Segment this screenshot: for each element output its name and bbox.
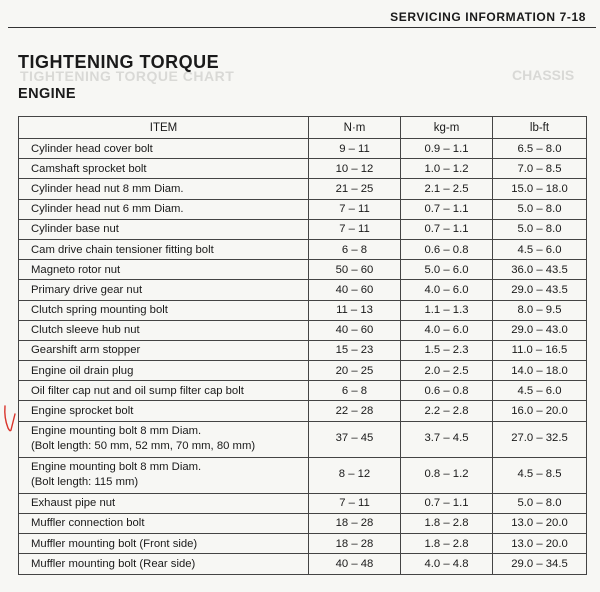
cell-item: Clutch spring mounting bolt	[19, 300, 309, 320]
cell-kgm: 4.0 – 4.8	[401, 554, 493, 575]
cell-kgm: 1.1 – 1.3	[401, 300, 493, 320]
cell-kgm: 5.0 – 6.0	[401, 260, 493, 280]
cell-kgm: 1.8 – 2.8	[401, 534, 493, 554]
cell-lbft: 11.0 – 16.5	[493, 340, 587, 360]
pen-check-mark-icon	[2, 404, 18, 434]
cell-nm: 15 – 23	[309, 340, 401, 360]
cell-nm: 7 – 11	[309, 219, 401, 239]
torque-table	[18, 116, 587, 575]
cell-kgm: 4.0 – 6.0	[401, 320, 493, 340]
header-text: SERVICING INFORMATION 7-18	[390, 10, 586, 24]
cell-nm: 22 – 28	[309, 401, 401, 421]
table-row	[19, 280, 587, 300]
cell-item: Clutch sleeve hub nut	[19, 320, 309, 340]
cell-kgm: 0.7 – 1.1	[401, 493, 493, 513]
col-header-lbft: lb-ft	[493, 117, 587, 139]
cell-nm: 40 – 48	[309, 554, 401, 575]
cell-kgm: 3.7 – 4.5	[401, 421, 493, 457]
cell-nm: 21 – 25	[309, 179, 401, 199]
cell-lbft: 5.0 – 8.0	[493, 199, 587, 219]
cell-item: Muffler connection bolt	[19, 513, 309, 533]
cell-lbft: 4.5 – 8.5	[493, 457, 587, 493]
cell-lbft: 16.0 – 20.0	[493, 401, 587, 421]
table-row	[19, 493, 587, 513]
cell-nm: 40 – 60	[309, 280, 401, 300]
cell-lbft: 13.0 – 20.0	[493, 513, 587, 533]
cell-item: Muffler mounting bolt (Rear side)	[19, 554, 309, 575]
table-row	[19, 554, 587, 575]
table-row	[19, 513, 587, 533]
cell-lbft: 27.0 – 32.5	[493, 421, 587, 457]
cell-item: Engine mounting bolt 8 mm Diam. (Bolt length: 50 mm, 52 mm, 70 mm, 80 mm)	[19, 421, 309, 457]
cell-item: Gearshift arm stopper	[19, 340, 309, 360]
cell-kgm: 1.0 – 1.2	[401, 159, 493, 179]
col-header-nm: N·m	[309, 117, 401, 139]
table-row	[19, 381, 587, 401]
table-row	[19, 179, 587, 199]
cell-lbft: 29.0 – 43.0	[493, 320, 587, 340]
cell-item: Engine sprocket bolt	[19, 401, 309, 421]
cell-nm: 18 – 28	[309, 534, 401, 554]
cell-item: Primary drive gear nut	[19, 280, 309, 300]
cell-nm: 7 – 11	[309, 199, 401, 219]
cell-item: Magneto rotor nut	[19, 260, 309, 280]
cell-nm: 40 – 60	[309, 320, 401, 340]
cell-kgm: 0.9 – 1.1	[401, 139, 493, 159]
table-row	[19, 401, 587, 421]
col-header-item: ITEM	[19, 117, 309, 139]
cell-item: Camshaft sprocket bolt	[19, 159, 309, 179]
cell-kgm: 0.6 – 0.8	[401, 239, 493, 259]
cell-item: Engine mounting bolt 8 mm Diam. (Bolt length: 115 mm)	[19, 457, 309, 493]
cell-lbft: 4.5 – 6.0	[493, 239, 587, 259]
page-title: TIGHTENING TORQUE	[18, 52, 220, 72]
cell-nm: 37 – 45	[309, 421, 401, 457]
cell-nm: 18 – 28	[309, 513, 401, 533]
table-row	[19, 219, 587, 239]
cell-kgm: 2.2 – 2.8	[401, 401, 493, 421]
table-row	[19, 139, 587, 159]
cell-nm: 8 – 12	[309, 457, 401, 493]
bleed-through-text: TIGHTENING TORQUE CHART	[20, 68, 235, 84]
section-title: ENGINE	[18, 86, 76, 102]
table-row	[19, 320, 587, 340]
cell-nm: 6 – 8	[309, 239, 401, 259]
cell-item: Cylinder head cover bolt	[19, 139, 309, 159]
cell-item: Oil filter cap nut and oil sump filter cap bolt	[19, 381, 309, 401]
cell-kgm: 0.7 – 1.1	[401, 199, 493, 219]
table-row	[19, 199, 587, 219]
cell-lbft: 15.0 – 18.0	[493, 179, 587, 199]
cell-lbft: 5.0 – 8.0	[493, 493, 587, 513]
cell-lbft: 7.0 – 8.5	[493, 159, 587, 179]
table-row	[19, 159, 587, 179]
cell-item: Cam drive chain tensioner fitting bolt	[19, 239, 309, 259]
table-row	[19, 300, 587, 320]
cell-nm: 11 – 13	[309, 300, 401, 320]
cell-kgm: 0.7 – 1.1	[401, 219, 493, 239]
cell-item: Cylinder base nut	[19, 219, 309, 239]
table-row	[19, 340, 587, 360]
table-row	[19, 421, 587, 457]
cell-lbft: 29.0 – 43.5	[493, 280, 587, 300]
cell-lbft: 8.0 – 9.5	[493, 300, 587, 320]
cell-kgm: 0.8 – 1.2	[401, 457, 493, 493]
cell-item: Cylinder head nut 6 mm Diam.	[19, 199, 309, 219]
table-row	[19, 534, 587, 554]
cell-nm: 20 – 25	[309, 361, 401, 381]
cell-lbft: 4.5 – 6.0	[493, 381, 587, 401]
cell-kgm: 2.0 – 2.5	[401, 361, 493, 381]
header-rule	[8, 27, 596, 28]
cell-nm: 10 – 12	[309, 159, 401, 179]
table-row	[19, 361, 587, 381]
cell-item: Engine oil drain plug	[19, 361, 309, 381]
cell-item: Cylinder head nut 8 mm Diam.	[19, 179, 309, 199]
cell-kgm: 1.8 – 2.8	[401, 513, 493, 533]
cell-lbft: 5.0 – 8.0	[493, 219, 587, 239]
table-row	[19, 239, 587, 259]
cell-lbft: 13.0 – 20.0	[493, 534, 587, 554]
cell-nm: 9 – 11	[309, 139, 401, 159]
cell-lbft: 6.5 – 8.0	[493, 139, 587, 159]
cell-item: Exhaust pipe nut	[19, 493, 309, 513]
cell-kgm: 4.0 – 6.0	[401, 280, 493, 300]
cell-nm: 6 – 8	[309, 381, 401, 401]
cell-nm: 50 – 60	[309, 260, 401, 280]
col-header-kgm: kg-m	[401, 117, 493, 139]
table-row	[19, 457, 587, 493]
cell-lbft: 29.0 – 34.5	[493, 554, 587, 575]
cell-kgm: 2.1 – 2.5	[401, 179, 493, 199]
cell-item: Muffler mounting bolt (Front side)	[19, 534, 309, 554]
table-row	[19, 260, 587, 280]
cell-kgm: 1.5 – 2.3	[401, 340, 493, 360]
table-header-row	[19, 117, 587, 139]
cell-nm: 7 – 11	[309, 493, 401, 513]
cell-kgm: 0.6 – 0.8	[401, 381, 493, 401]
cell-lbft: 36.0 – 43.5	[493, 260, 587, 280]
bleed-through-text-right: CHASSIS	[512, 67, 575, 83]
cell-lbft: 14.0 – 18.0	[493, 361, 587, 381]
